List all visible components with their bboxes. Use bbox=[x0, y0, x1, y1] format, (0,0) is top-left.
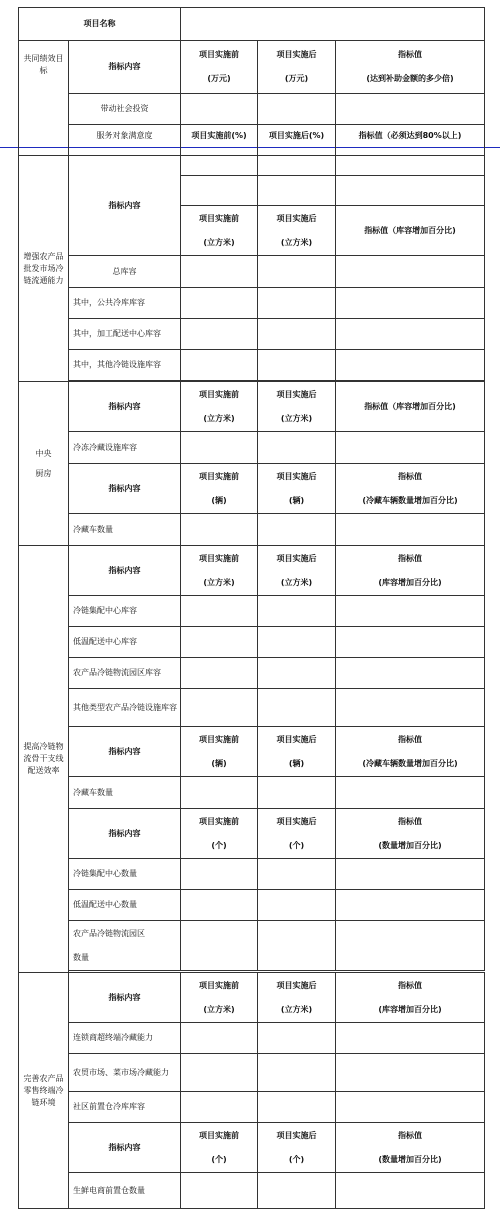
indicator-header: 指标内容 bbox=[69, 546, 181, 596]
row-label-low-temp-center-storage: 低温配送中心库容 bbox=[69, 627, 181, 658]
cell-target[interactable] bbox=[336, 94, 485, 125]
target-header: 指标值 (数量增加百分比) bbox=[336, 809, 485, 859]
target-header: 指标值 (库容增加百分比) bbox=[336, 546, 485, 596]
before-header: 项目实施前 (万元) bbox=[181, 41, 258, 94]
before-header: 项目实施前 (个) bbox=[181, 809, 258, 859]
cell-after[interactable] bbox=[258, 1092, 336, 1123]
row-label-social-investment: 带动社会投资 bbox=[69, 94, 181, 125]
cell-after[interactable] bbox=[258, 859, 336, 890]
cell-after[interactable] bbox=[258, 658, 336, 689]
cell-after[interactable] bbox=[258, 596, 336, 627]
after-header: 项目实施后 (立方米) bbox=[258, 546, 336, 596]
target-header: 指标值 (达到补助金额的多少倍) bbox=[336, 41, 485, 94]
row-label-cold-chain-hub-storage: 冷链集配中心库容 bbox=[69, 596, 181, 627]
cell-after[interactable] bbox=[258, 156, 336, 176]
category-wholesale: 增强农产品批发市场冷链流通能力 bbox=[19, 156, 69, 382]
indicator-header: 指标内容 bbox=[69, 464, 181, 514]
indicator-header: 指标内容 bbox=[69, 1123, 181, 1173]
cell-target[interactable] bbox=[336, 859, 485, 890]
cell-target[interactable] bbox=[336, 658, 485, 689]
project-name-value[interactable] bbox=[181, 8, 485, 41]
cell-after[interactable] bbox=[258, 627, 336, 658]
cell-target[interactable] bbox=[336, 319, 485, 350]
cell-target[interactable] bbox=[336, 432, 485, 464]
cell-before[interactable] bbox=[181, 319, 258, 350]
cell-target[interactable] bbox=[336, 1173, 485, 1209]
cell-target[interactable] bbox=[336, 689, 485, 727]
row-label-market-capacity: 农贸市场、菜市场冷藏能力 bbox=[69, 1054, 181, 1092]
cell-before[interactable] bbox=[181, 176, 258, 206]
cell-target[interactable] bbox=[336, 288, 485, 319]
cell-after[interactable] bbox=[258, 432, 336, 464]
cell-after[interactable] bbox=[258, 890, 336, 921]
cell-after[interactable] bbox=[258, 1054, 336, 1092]
cell-before[interactable] bbox=[181, 689, 258, 727]
after-header: 项目实施后 (辆) bbox=[258, 727, 336, 777]
before-header: 项目实施前 (立方米) bbox=[181, 206, 258, 256]
cell-before[interactable] bbox=[181, 921, 258, 971]
before-header: 项目实施前 (立方米) bbox=[181, 546, 258, 596]
cell-before[interactable] bbox=[181, 1092, 258, 1123]
row-label-total-storage: 总库容 bbox=[69, 256, 181, 288]
target-header: 指标值（库容增加百分比) bbox=[336, 206, 485, 256]
after-header: 项目实施后 (立方米) bbox=[258, 382, 336, 432]
cell-after[interactable] bbox=[258, 319, 336, 350]
cell-target[interactable] bbox=[336, 596, 485, 627]
before-header: 项目实施前 (辆) bbox=[181, 464, 258, 514]
cell-after[interactable] bbox=[258, 689, 336, 727]
cell-before[interactable] bbox=[181, 432, 258, 464]
before-header: 项目实施前 (辆) bbox=[181, 727, 258, 777]
cell-target[interactable] bbox=[336, 1023, 485, 1054]
cell-before[interactable] bbox=[181, 627, 258, 658]
cell-target[interactable] bbox=[336, 350, 485, 381]
cell-before[interactable] bbox=[181, 350, 258, 381]
after-header: 项目实施后 (个) bbox=[258, 1123, 336, 1173]
cell-target[interactable] bbox=[336, 890, 485, 921]
cell-before[interactable] bbox=[181, 596, 258, 627]
cell-after[interactable] bbox=[258, 1023, 336, 1054]
indicator-header: 指标内容 bbox=[69, 382, 181, 432]
cell-before[interactable] bbox=[181, 514, 258, 546]
cell-before[interactable] bbox=[181, 94, 258, 125]
target-header: 指标值（库容增加百分比) bbox=[336, 382, 485, 432]
row-label-cold-chain-hub-count: 冷链集配中心数量 bbox=[69, 859, 181, 890]
row-label-public-cold-storage: 其中，公共冷库库容 bbox=[69, 288, 181, 319]
satisfaction-target-header: 指标值（必须达到80%以上) bbox=[336, 125, 485, 156]
cell-target[interactable] bbox=[336, 921, 485, 971]
satisfaction-before-header: 项目实施前(%) bbox=[181, 125, 258, 156]
row-label-refrigerated-trucks: 冷藏车数量 bbox=[69, 514, 181, 546]
cell-before[interactable] bbox=[181, 1054, 258, 1092]
after-header: 项目实施后 (个) bbox=[258, 809, 336, 859]
cell-after[interactable] bbox=[258, 350, 336, 381]
cell-after[interactable] bbox=[258, 288, 336, 319]
performance-form-table bbox=[18, 7, 485, 1209]
cell-target[interactable] bbox=[336, 256, 485, 288]
target-header: 指标值 (冷藏车辆数量增加百分比) bbox=[336, 727, 485, 777]
cell-target[interactable] bbox=[336, 156, 485, 176]
after-header: 项目实施后 (万元) bbox=[258, 41, 336, 94]
cell-target[interactable] bbox=[336, 514, 485, 546]
category-central-kitchen: 中央 厨房 bbox=[19, 382, 69, 546]
target-header: 指标值 (库容增加百分比) bbox=[336, 973, 485, 1023]
cell-before[interactable] bbox=[181, 1173, 258, 1209]
cell-before[interactable] bbox=[181, 859, 258, 890]
row-label-supermarket-capacity: 连锁商超终端冷藏能力 bbox=[69, 1023, 181, 1054]
cell-target[interactable] bbox=[336, 777, 485, 809]
category-retail-terminal: 完善农产品零售终端冷链环境 bbox=[19, 973, 69, 1209]
cell-before[interactable] bbox=[181, 777, 258, 809]
row-label-processing-center-storage: 其中，加工配送中心库容 bbox=[69, 319, 181, 350]
indicator-header: 指标内容 bbox=[69, 727, 181, 777]
row-label-community-warehouse-storage: 社区前置仓冷库库容 bbox=[69, 1092, 181, 1123]
cell-target[interactable] bbox=[336, 627, 485, 658]
after-header: 项目实施后 (立方米) bbox=[258, 973, 336, 1023]
satisfaction-after-header: 项目实施后(%) bbox=[258, 125, 336, 156]
cell-before[interactable] bbox=[181, 658, 258, 689]
row-label-refrigerated-trucks: 冷藏车数量 bbox=[69, 777, 181, 809]
row-label-logistics-park-storage: 农产品冷链物流园区库容 bbox=[69, 658, 181, 689]
before-header: 项目实施前 (立方米) bbox=[181, 973, 258, 1023]
indicator-header: 指标内容 bbox=[69, 41, 181, 94]
cell-target[interactable] bbox=[336, 176, 485, 206]
after-header: 项目实施后 (立方米) bbox=[258, 206, 336, 256]
category-common-goal: 共同绩效目标 bbox=[19, 41, 69, 156]
cell-after[interactable] bbox=[258, 921, 336, 971]
row-label-ecommerce-warehouse-count: 生鲜电商前置仓数量 bbox=[69, 1173, 181, 1209]
cell-after[interactable] bbox=[258, 1173, 336, 1209]
cell-before[interactable] bbox=[181, 890, 258, 921]
cell-after[interactable] bbox=[258, 514, 336, 546]
cell-before[interactable] bbox=[181, 156, 258, 176]
row-label-satisfaction: 服务对象满意度 bbox=[69, 125, 181, 156]
cell-before[interactable] bbox=[181, 1023, 258, 1054]
cell-before[interactable] bbox=[181, 288, 258, 319]
indicator-header: 指标内容 bbox=[69, 156, 181, 256]
before-header: 项目实施前 (个) bbox=[181, 1123, 258, 1173]
category-trunk-logistics: 提高冷链物流骨干支线配送效率 bbox=[19, 546, 69, 973]
after-header: 项目实施后 (辆) bbox=[258, 464, 336, 514]
row-label-freezer-storage: 冷冻冷藏设施库容 bbox=[69, 432, 181, 464]
cell-before[interactable] bbox=[181, 256, 258, 288]
row-label-other-facility-storage: 其他类型农产品冷链设施库容 bbox=[69, 689, 181, 727]
indicator-header: 指标内容 bbox=[69, 809, 181, 859]
before-header: 项目实施前 (立方米) bbox=[181, 382, 258, 432]
cell-after[interactable] bbox=[258, 176, 336, 206]
cell-target[interactable] bbox=[336, 1054, 485, 1092]
indicator-header: 指标内容 bbox=[69, 973, 181, 1023]
row-label-low-temp-center-count: 低温配送中心数量 bbox=[69, 890, 181, 921]
cell-after[interactable] bbox=[258, 777, 336, 809]
target-header: 指标值 (数量增加百分比) bbox=[336, 1123, 485, 1173]
cell-after[interactable] bbox=[258, 256, 336, 288]
row-label-logistics-park-count: 农产品冷链物流园区 数量 bbox=[69, 921, 181, 971]
cell-target[interactable] bbox=[336, 1092, 485, 1123]
row-label-other-cold-chain-storage: 其中，其他冷链设施库容 bbox=[69, 350, 181, 381]
project-name-label: 项目名称 bbox=[19, 8, 181, 41]
target-header: 指标值 (冷藏车辆数量增加百分比) bbox=[336, 464, 485, 514]
cell-after[interactable] bbox=[258, 94, 336, 125]
